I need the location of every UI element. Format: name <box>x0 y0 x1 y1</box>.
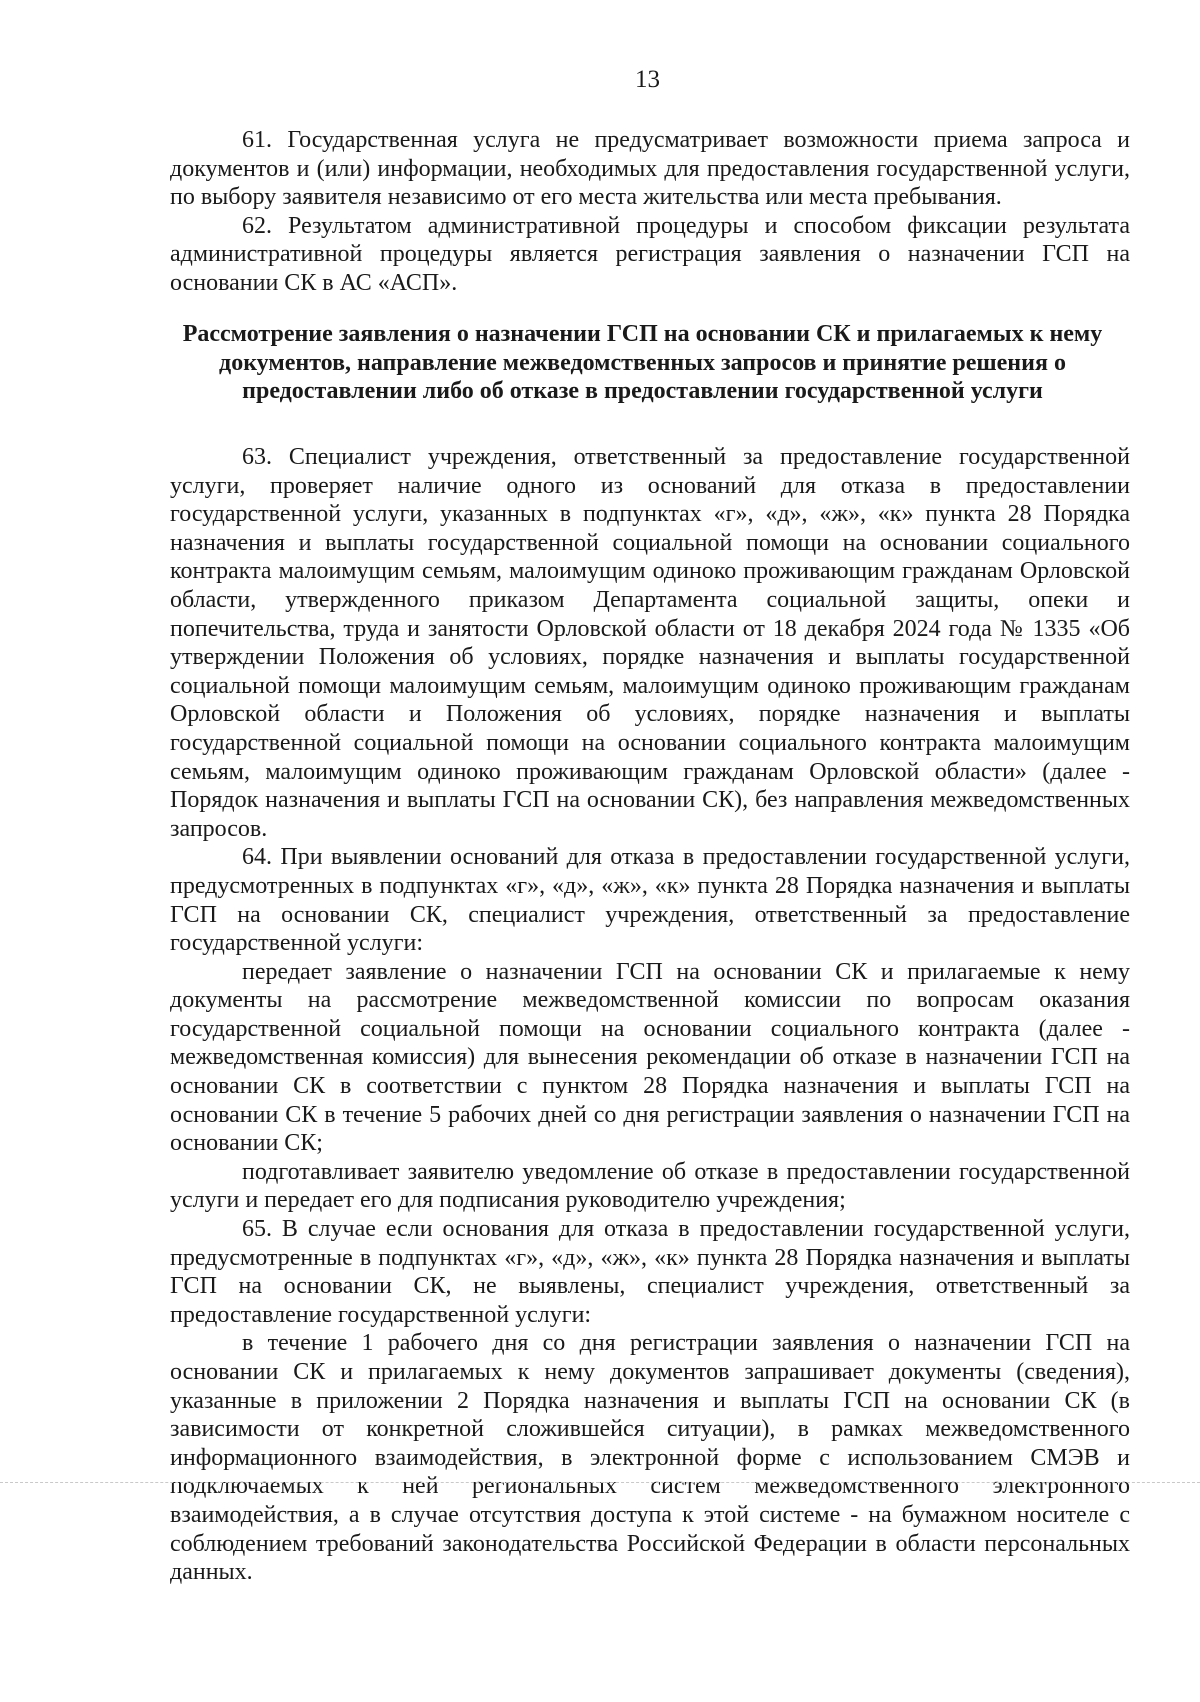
paragraph-65: 65. В случае если основания для отказа в предоставлении государственной услуги, предусмотренные в подпунктах «г», «д», «ж», «к» пункта 28 Порядка назначения и выплаты ГСП на основании СК, не выявлены, специалист учреждения, ответственный за предоставление государственной услуги: <box>170 1216 1130 1328</box>
paragraph-64: 64. При выявлении оснований для отказа в предоставлении государственной услуги, предусмотренных в подпунктах «г», «д», «ж», «к» пункта 28 Порядка назначения и выплаты ГСП на основании СК, специалист учреждения, ответственный за предоставление государственной услуги: <box>170 844 1130 957</box>
section-heading-line: Рассмотрение заявления о назначении ГСП на основании СК и прилагаемых к нему <box>182 321 1103 347</box>
page-number: 13 <box>635 66 660 93</box>
paragraph-65-item-request: в течение 1 рабочего дня со дня регистрации заявления о назначении ГСП на основании СК и прилагаемых к нему документов запрашивает документы (сведения), указанные в приложении 2 Порядка назначения и выплаты ГСП на основании СК (в зависимости от конкретной сложившейся ситуации), в рамках межведомственного информационного взаимодействия, в электронной форме с использованием СМЭВ и подключаемых к ней региональных систем межведомственного электронного взаимодействия, а в случае отсутствия доступа к этой системе - на бумажном носителе с соблюдением требований законодательства Российской Федерации в области персональных данных. <box>170 1330 1130 1586</box>
paragraph-63: 63. Специалист учреждения, ответственный за предоставление государственной услуги, проверяет наличие одного из оснований для отказа в предоставлении государственной услуги, указанных в подпунктах «г», «д», «ж», «к» пункта 28 Порядка назначения и выплаты государственной социальной помощи на основании социального контракта малоимущим семьям, малоимущим одиноко проживающим гражданам Орловской области, утвержденного приказом Департамента социальной защиты, опеки и попечительства, труда и занятости Орловской области от 18 декабря 2024 года № 1335 «Об утверждении Положения об условиях, порядке назначения и выплаты государственной социальной помощи малоимущим семьям, малоимущим одиноко проживающим гражданам Орловской области и Положения об условиях, порядке назначения и выплаты государственной социальной помощи на основании социального контракта малоимущим семьям, малоимущим одиноко проживающим гражданам Орловской области» (далее - Порядок назначения и выплаты ГСП на основании СК), без направления межведомственных запросов. <box>170 444 1130 842</box>
section-heading-line: документов, направление межведомственных запросов и принятие решения о <box>219 349 1066 376</box>
intro-paragraphs <box>170 126 1130 298</box>
section-heading-line: предоставлении либо об отказе в предоставлении государственной услуги <box>242 378 1043 405</box>
main-paragraphs <box>170 443 1130 1587</box>
paragraph-64-item-transfer: передает заявление о назначении ГСП на основании СК и прилагаемые к нему документы на рассмотрение межведомственной комиссии по вопросам оказания государственной социальной помощи на основании социального контракта (далее - межведомственная комиссия) для вынесения рекомендации об отказе в назначении ГСП на основании СК в соответствии с пунктом 28 Порядка назначения и выплаты ГСП на основании СК в течение 5 рабочих дней со дня регистрации заявления о назначении ГСП на основании СК; <box>170 958 1130 1157</box>
scan-artifact-line <box>0 1482 1200 1483</box>
paragraph-61: 61. Государственная услуга не предусматривает возможности приема запроса и документов и (или) информации, необходимых для предоставления государственной услуги, по выбору заявителя независимо от его места жительства или места пребывания. <box>170 127 1130 211</box>
paragraph-62: 62. Результатом административной процедуры и способом фиксации результата административной процедуры является регистрация заявления о назначении ГСП на основании СК в АС «АСП». <box>170 212 1130 296</box>
section-heading <box>150 320 1135 406</box>
paragraph-64-item-notice: подготавливает заявителю уведомление об отказе в предоставлении государственной услуги и передает его для подписания руководителю учреждения; <box>170 1158 1130 1214</box>
